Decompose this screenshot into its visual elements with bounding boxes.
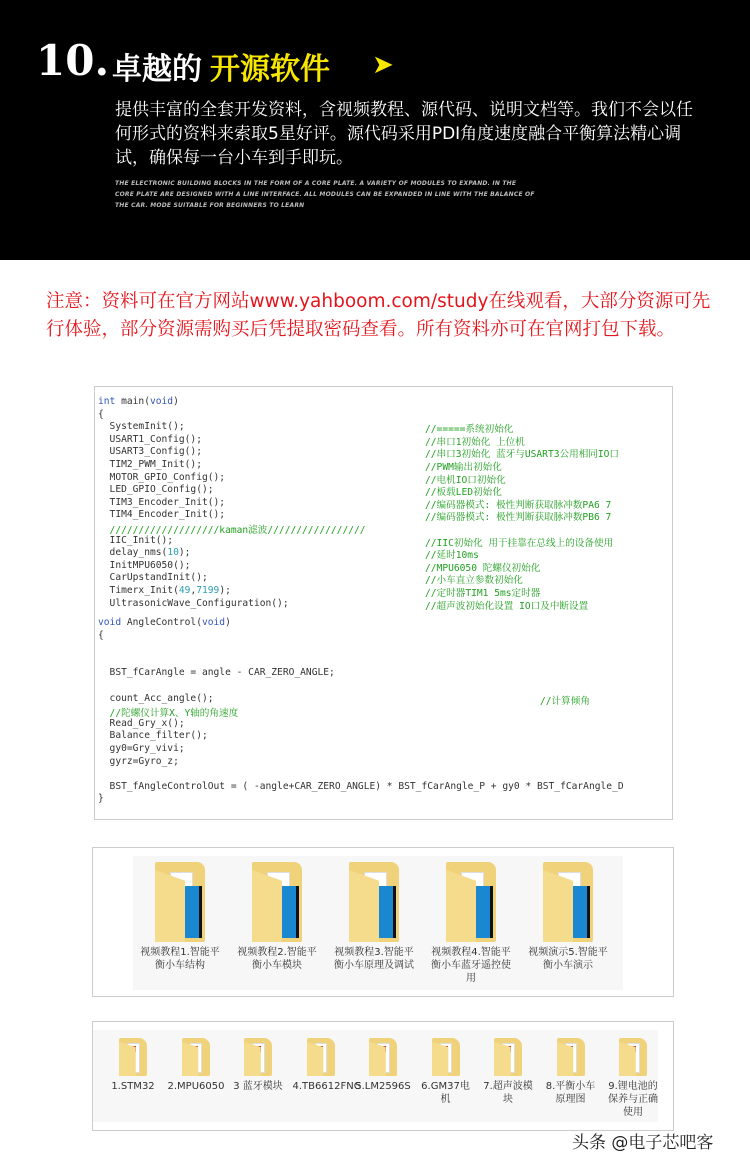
code-comment: //板载LED初始化 [425,487,502,499]
folder-icon [619,1038,647,1076]
code-line: TIM2_PWM_Init(); [98,459,202,470]
code-line: IIC_Init(); [98,534,174,546]
folder-icon [182,1038,210,1076]
code-comment: //=====系统初始化 [425,424,514,436]
folder-icon [244,1038,272,1076]
video-folder[interactable] [428,862,514,985]
code-line: gy0=Gry_vivi; [98,743,185,754]
folder-icon [446,862,496,942]
code-line: InitMPU6050(); [98,559,191,571]
code-comment: //超声波初始化设置 IO口及中断设置 [425,600,589,612]
document-folder[interactable] [605,1038,661,1119]
code-line: LED_GPIO_Config(); [98,484,214,496]
document-folder[interactable] [418,1038,474,1106]
code-line: TIM3_Encoder_Init(); [98,496,226,508]
title-yellow: 开源软件 [210,52,330,87]
folder-icon [557,1038,585,1076]
intro-paragraph: 提供丰富的全套开发资料，含视频教程、源代码、说明文档等。我们不会以任何形式的资料来索取5星好评。源代码采用PDI角度速度融合平衡算法精心调试，确保每一台小车到手即玩。 [115,100,693,168]
code-line: BST_fAngleControlOut = ( -angle+CAR_ZERO_ANGLE) * BST_fCarAngle_P + gy0 * BST_fCarAngle_D [98,780,624,792]
folder-label: 4.TB6612FNG [292,1081,362,1092]
document-folder[interactable] [480,1038,536,1106]
folder-label: 1.STM32 [111,1081,155,1092]
folder-icon [369,1038,397,1076]
code-comment: //MPU6050 陀螺仪初始化 [425,562,541,574]
folder-label: 9.锂电池的保养与正确使用 [608,1081,658,1118]
code-screenshot [94,386,673,820]
code-line: } [98,793,104,805]
folder-icon [252,862,302,942]
section-number: 10. [36,36,110,85]
code-comment: //电机IO口初始化 [425,474,506,486]
header-banner [0,0,750,260]
code-line: { [98,629,104,641]
code-comment: //串口3初始化 蓝牙与USART3公用相同IO口 [425,449,620,461]
folder-label: 2.MPU6050 [167,1081,225,1092]
folder-icon [349,862,399,942]
video-folder[interactable] [525,862,611,972]
document-folder-panel [92,1021,674,1131]
code-line: void AngleControl(void) [98,617,231,628]
folder-label: 8.平衡小车原理图 [545,1081,596,1105]
code-line: Read_Gry_x(); [98,717,185,729]
code-line: { [98,408,104,420]
code-line: //陀螺仪计算X、Y轴的角速度 [98,708,239,720]
code-comment: //延时10ms [425,550,479,562]
document-folder[interactable] [105,1038,161,1093]
code-line: Balance_filter(); [98,730,208,742]
code-line: MOTOR_GPIO_Config(); [98,471,226,483]
code-line: ///////////////////kaman滤波///////////////// [98,525,366,536]
folder-icon [155,862,205,942]
folder-label: 视频教程1.智能平衡小车结构 [140,947,220,971]
folder-label: 视频教程4.智能平衡小车蓝牙遥控使用 [431,947,511,984]
arrow-icon: ➤ [372,50,394,80]
code-line: Timerx_Init(49,7199); [98,585,231,596]
document-folder[interactable] [543,1038,599,1106]
code-line: USART3_Config(); [98,446,202,458]
code-line: UltrasonicWave_Configuration(); [98,597,289,609]
code-comment: //小车直立参数初始化 [425,575,523,587]
folder-label: 视频教程3.智能平衡小车原理及调试 [334,947,414,971]
folder-label: 3 蓝牙模块 [233,1081,283,1092]
watermark: 头条 @电子芯吧客 [572,1133,714,1153]
code-line: BST_fCarAngle = angle - CAR_ZERO_ANGLE; [98,667,335,679]
code-comment: //IIC初始化 用于挂靠在总线上的设备使用 [425,537,614,549]
video-folder[interactable] [331,862,417,972]
code-comment: //PWM输出初始化 [425,462,502,473]
code-line: TIM4_Encoder_Init(); [98,509,226,521]
folder-icon [307,1038,335,1076]
code-comment: //编码器模式: 极性判断获取脉冲数PA6 7 [425,499,612,511]
notice-text: 注意：资料可在官方网站www.yahboom.com/study在线观看，大部分资源可先行体验，部分资源需购买后凭提取密码查看。所有资料亦可在官网打包下载。 [46,291,711,340]
title-white: 卓越的 [112,52,202,87]
code-comment: //定时器TIM1 5ms定时器 [425,588,541,599]
code-line: USART1_Config(); [98,433,202,445]
folder-label: 视频教程2.智能平衡小车模块 [237,947,317,971]
section-title [112,44,330,88]
folder-icon [543,862,593,942]
document-folder[interactable] [292,1038,362,1093]
video-folder-panel [92,847,674,997]
code-line: SystemInit(); [98,421,185,433]
code-line: int main(void) [98,396,179,407]
code-line: gyrz=Gyro_z; [98,755,179,767]
folder-icon [494,1038,522,1076]
folder-label: 7.超声波模块 [483,1081,533,1105]
document-folder[interactable] [230,1038,286,1093]
code-comment: //编码器模式: 极性判断获取脉冲数PB6 7 [425,512,612,524]
video-folder[interactable] [234,862,320,972]
folder-label: 视频演示5.智能平衡小车演示 [528,947,608,971]
folder-icon [119,1038,147,1076]
document-folder[interactable] [355,1038,411,1093]
code-comment: //串口1初始化 上位机 [425,436,525,448]
folder-icon [432,1038,460,1076]
document-folder[interactable] [168,1038,224,1093]
video-folder[interactable] [137,862,223,972]
folder-label: 5.LM2596S [355,1081,411,1092]
english-caption: THE ELECTRONIC BUILDING BLOCKS IN THE FORM OF A CORE PLATE. A VARIETY OF MODULES TO EXPAND. IN THE CORE PLATE ARE DESIGNED WITH A LINE INTERFACE. ALL MODULES CAN BE EXPANDED IN LINE WITH THE BALANCE OF THE CAR. MODE SUITABLE FOR BEGINNERS TO LEARN [115,180,535,209]
code-comment: //计算倾角 [540,695,590,707]
code-line: count_Acc_angle(); [98,692,214,704]
folder-label: 6.GM37电机 [421,1081,470,1105]
code-line: delay_nms(10); [98,547,191,559]
code-line: CarUpstandInit(); [98,572,208,584]
